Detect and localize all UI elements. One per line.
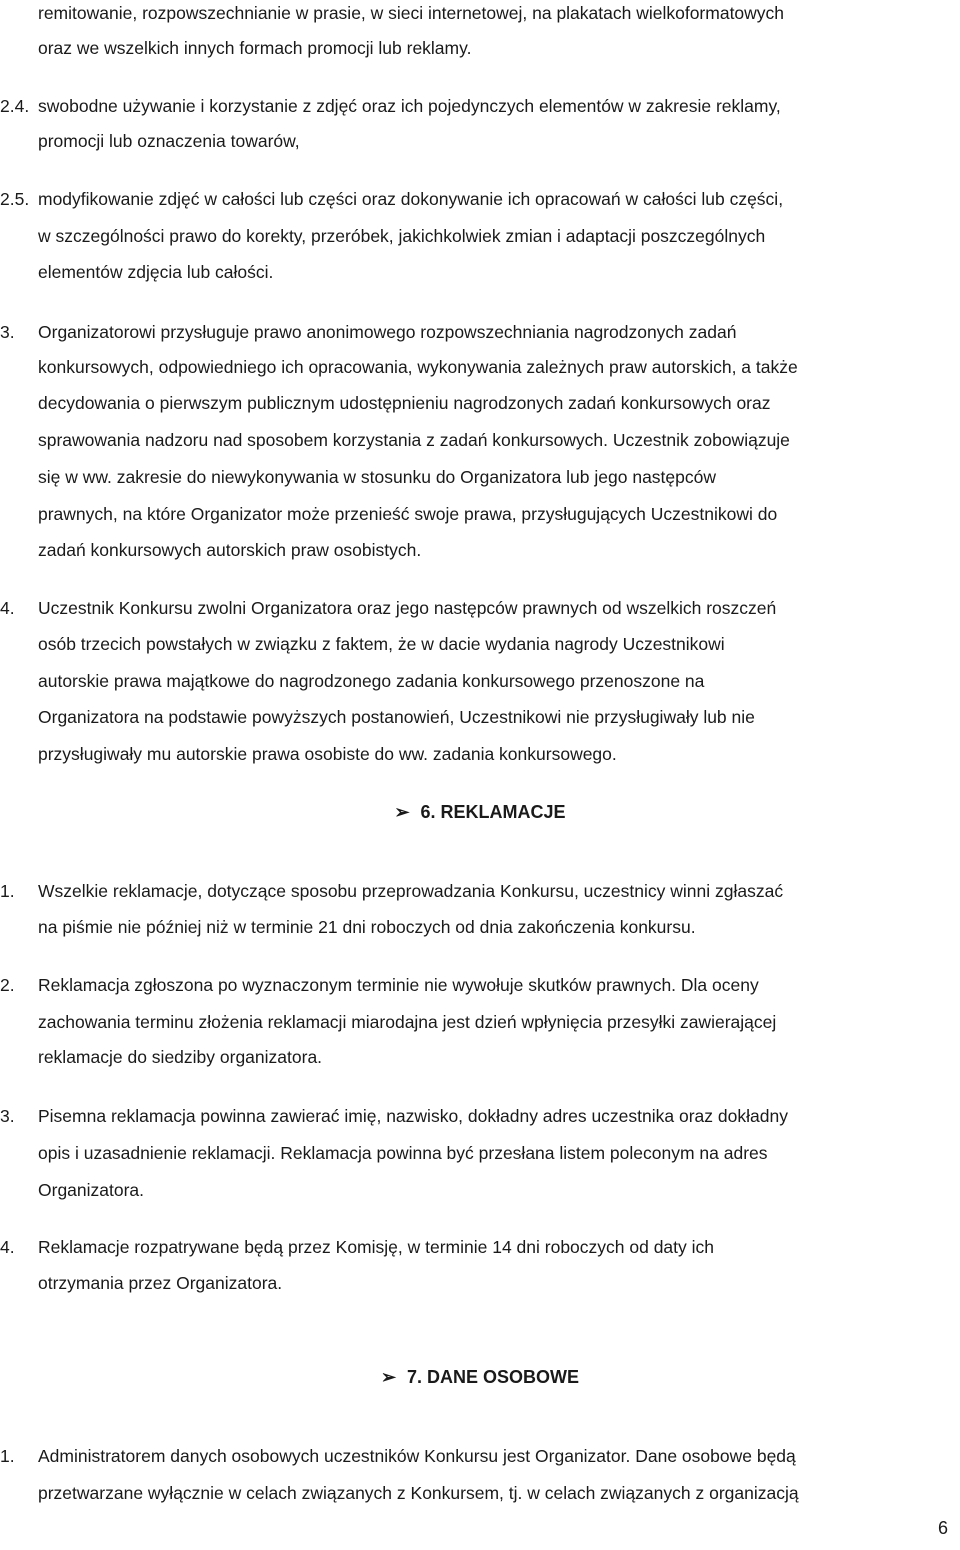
text-line: Organizatorowi przysługuje prawo anonimowego rozpowszechniania nagrodzonych zadań: [38, 322, 737, 342]
arrow-bullet-icon: ➢: [394, 802, 410, 822]
heading-text: 6. REKLAMACJE: [420, 802, 566, 822]
text-line: prawnych, na które Organizator może przenieść swoje prawa, przysługujących Uczestnikowi do: [38, 504, 778, 524]
section-heading: [0, 801, 960, 823]
text-line: oraz we wszelkich innych formach promocji lub reklamy.: [38, 38, 472, 58]
arrow-bullet-icon: ➢: [380, 1367, 397, 1387]
text-line: w szczególności prawo do korekty, przeróbek, jakichkolwiek zmian i adaptacji poszczególnych: [38, 226, 766, 246]
text-line: Pisemna reklamacja powinna zawierać imię, nazwisko, dokładny adres uczestnika oraz dokładny: [38, 1106, 788, 1126]
text-line: zadań konkursowych autorskich praw osobistych.: [38, 540, 422, 560]
text-line: Wszelkie reklamacje, dotyczące sposobu przeprowadzania Konkursu, uczestnicy winni zgłaszać: [38, 881, 784, 901]
item-number: 1.: [0, 1446, 15, 1466]
text-line: reklamacje do siedziby organizatora.: [38, 1047, 323, 1067]
item-number: 2.5.: [0, 189, 30, 209]
text-line: się w ww. zakresie do niewykonywania w stosunku do Organizatora lub jego następców: [38, 467, 716, 487]
text-line: elementów zdjęcia lub całości.: [38, 262, 274, 282]
text-line: promocji lub oznaczenia towarów,: [38, 131, 300, 151]
item-number: 3.: [0, 1106, 15, 1126]
item-number: 2.4.: [0, 96, 30, 116]
text-line: otrzymania przez Organizatora.: [38, 1273, 283, 1293]
text-line: Organizatora na podstawie powyższych postanowień, Uczestnikowi nie przysługiwały lub nie: [38, 707, 755, 727]
item-number: 4.: [0, 598, 15, 618]
text-line: przysługiwały mu autorskie prawa osobiste do ww. zadania konkursowego.: [38, 744, 617, 764]
text-line: remitowanie, rozpowszechnianie w prasie, w sieci internetowej, na plakatach wielkoformatowych: [38, 3, 785, 23]
text-line: opis i uzasadnienie reklamacji. Reklamacja powinna być przesłana listem poleconym na adres: [38, 1143, 768, 1163]
text-line: Uczestnik Konkursu zwolni Organizatora oraz jego następców prawnych od wszelkich roszczeń: [38, 598, 777, 618]
text-line: osób trzecich powstałych w związku z faktem, że w dacie wydania nagrody Uczestnikowi: [38, 634, 725, 654]
heading-text: 7. DANE OSOBOWE: [406, 1367, 580, 1387]
text-line: sprawowania nadzoru nad sposobem korzystania z zadań konkursowych. Uczestnik zobowiązuje: [38, 430, 790, 450]
item-number: 3.: [0, 322, 15, 342]
item-number: 1.: [0, 881, 15, 901]
text-line: modyfikowanie zdjęć w całości lub części oraz dokonywanie ich opracowań w całości lub części,: [38, 189, 784, 209]
text-line: Reklamacje rozpatrywane będą przez Komisję, w terminie 14 dni roboczych od daty ich: [38, 1237, 715, 1257]
section-heading: [0, 1366, 960, 1388]
text-line: Administratorem danych osobowych uczestników Konkursu jest Organizator. Dane osobowe będą: [38, 1446, 796, 1466]
text-line: przetwarzane wyłącznie w celach związanych z Konkursem, tj. w celach związanych z organizacją: [38, 1483, 799, 1503]
text-line: autorskie prawa majątkowe do nagrodzonego zadania konkursowego przenoszone na: [38, 671, 705, 691]
text-line: Organizatora.: [38, 1180, 145, 1200]
item-number: 2.: [0, 975, 15, 995]
item-number: 4.: [0, 1237, 15, 1257]
text-line: swobodne używanie i korzystanie z zdjęć oraz ich pojedynczych elementów w zakresie reklamy,: [38, 96, 781, 116]
text-line: Reklamacja zgłoszona po wyznaczonym terminie nie wywołuje skutków prawnych. Dla oceny: [38, 975, 759, 995]
text-line: konkursowych, odpowiedniego ich opracowania, wykonywania zależnych praw autorskich, a także: [38, 357, 798, 377]
page-number: 6: [937, 1518, 948, 1538]
text-line: decydowania o pierwszym publicznym udostępnieniu nagrodzonych zadań konkursowych oraz: [38, 393, 771, 413]
text-line: zachowania terminu złożenia reklamacji miarodajna jest dzień wpłynięcia przesyłki zawierającej: [38, 1012, 777, 1032]
text-line: na piśmie nie później niż w terminie 21 dni roboczych od dnia zakończenia konkursu.: [38, 917, 696, 937]
